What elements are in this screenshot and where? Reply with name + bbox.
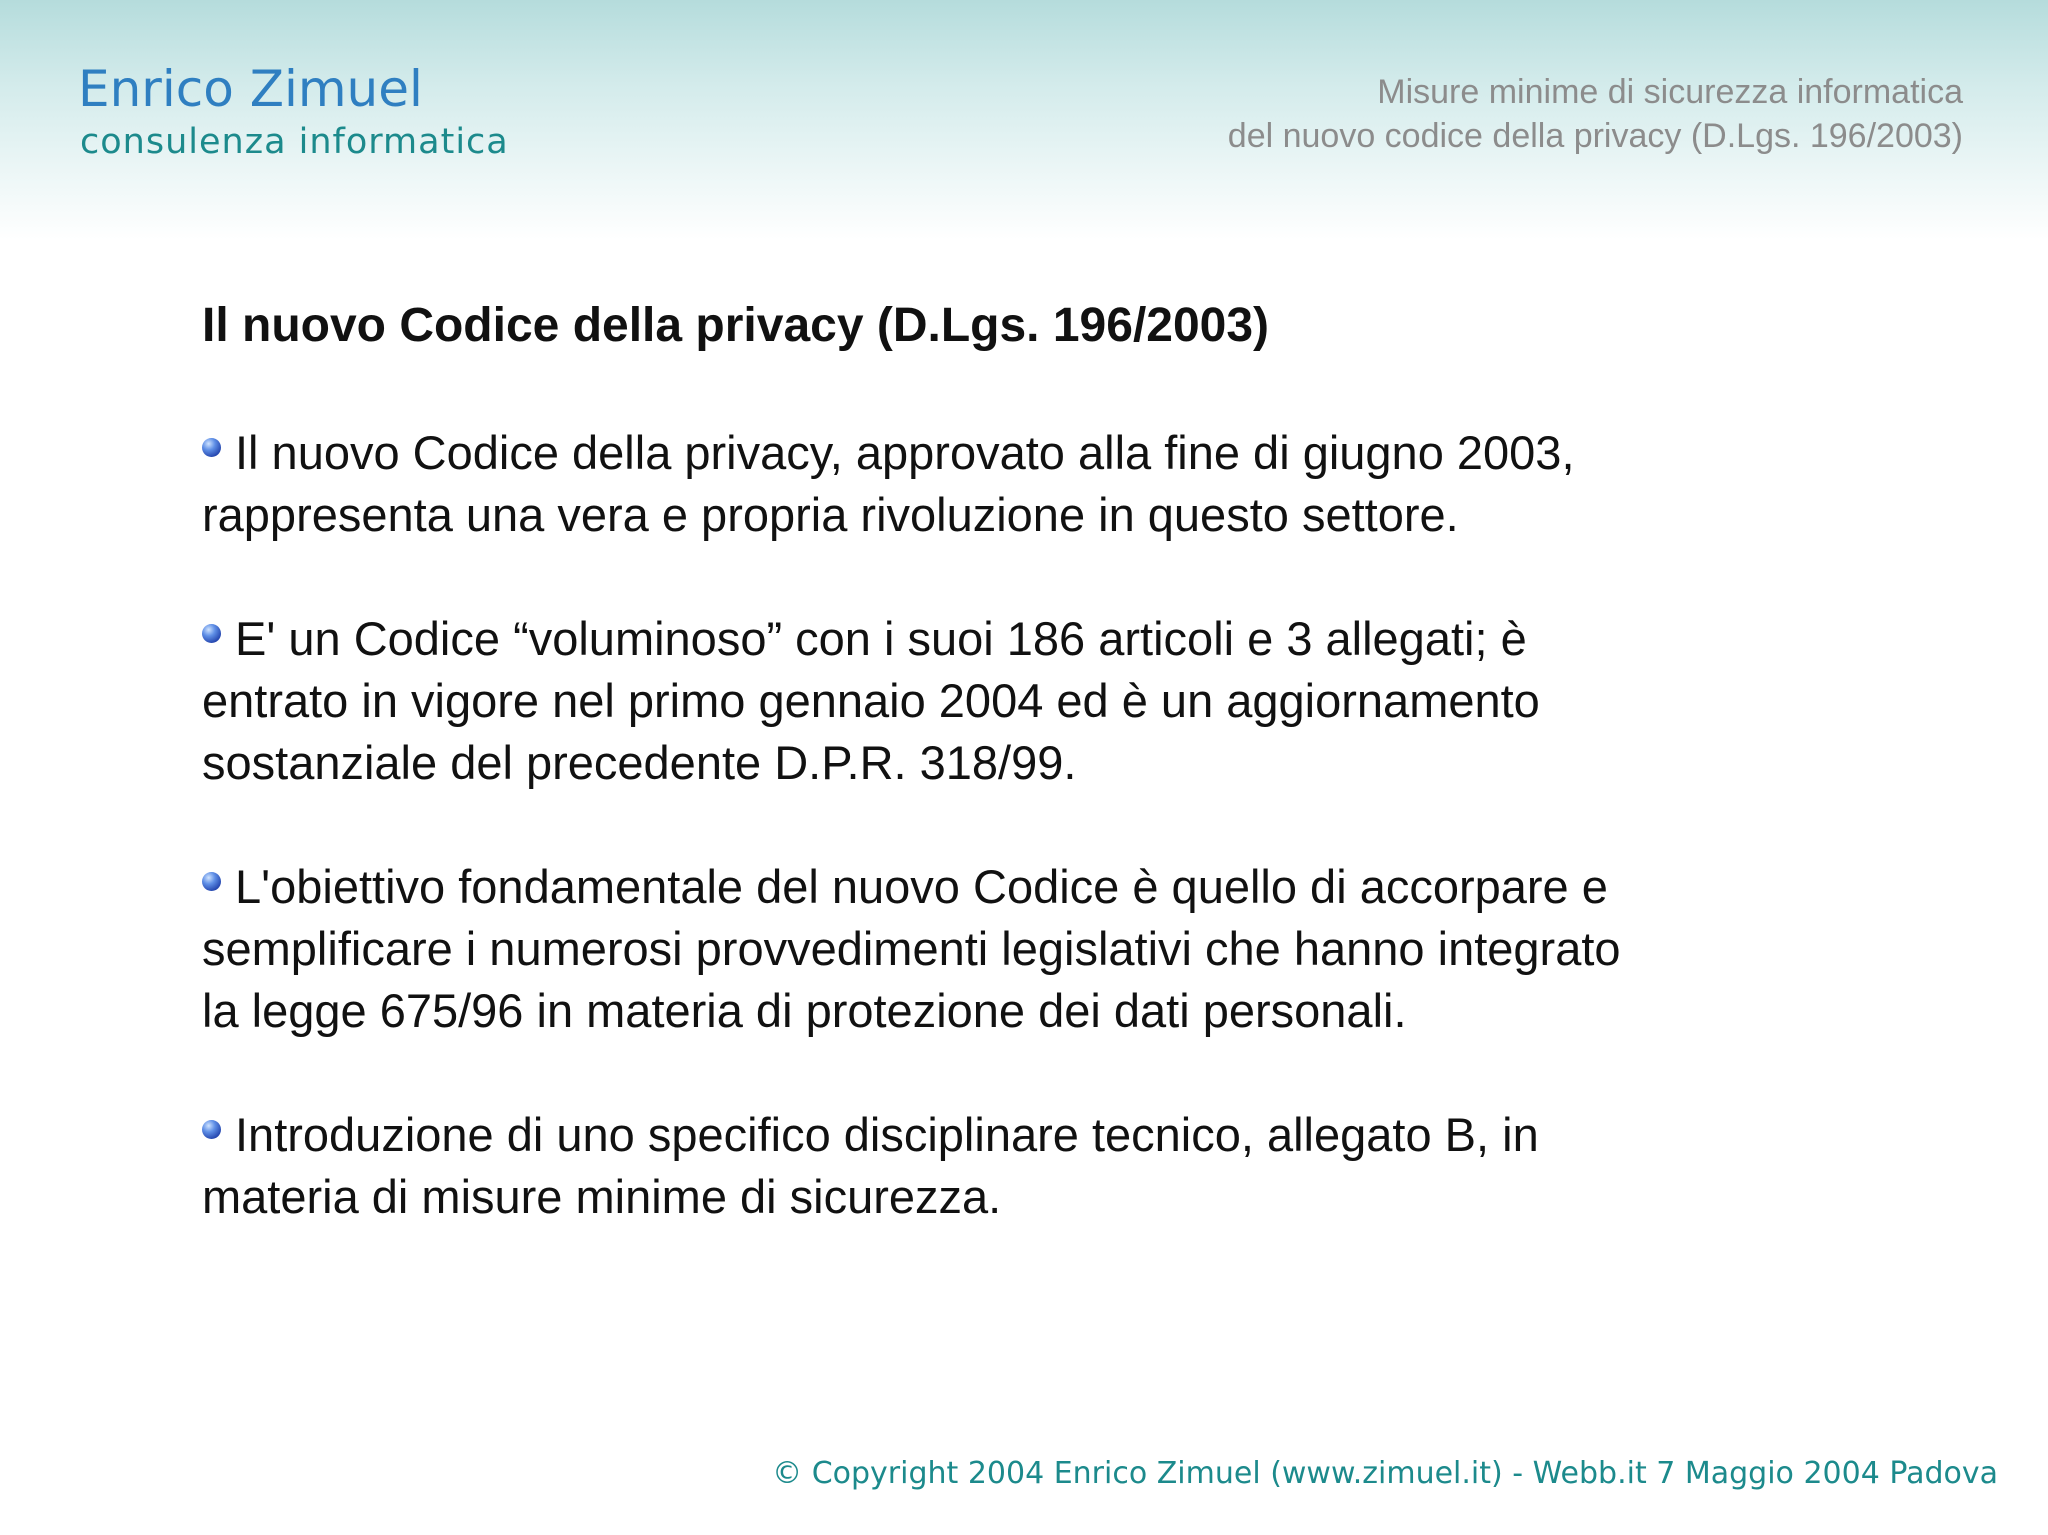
bullet-line: rappresenta una vera e propria rivoluzione in questo settore. — [202, 488, 1459, 541]
bullet-list — [202, 422, 1902, 1290]
bullet-line: semplificare i numerosi provvedimenti legislativi che hanno integrato — [202, 922, 1621, 975]
slide-title: Il nuovo Codice della privacy (D.Lgs. 196/2003) — [202, 299, 1270, 352]
bullet-item — [202, 422, 1902, 546]
bullet-text: L'obiettivo fondamentale del nuovo Codice è quello di accorpare e — [235, 860, 1608, 913]
presentation-title — [1228, 70, 1963, 158]
bullet-line: entrato in vigore nel primo gennaio 2004 ed è un aggiornamento — [202, 674, 1540, 727]
bullet-dot-icon — [202, 624, 221, 643]
bullet-item — [202, 1104, 1902, 1228]
bullet-item — [202, 856, 1902, 1042]
bullet-line — [202, 856, 1902, 918]
bullet-dot-icon — [202, 1120, 221, 1139]
footer-copyright: © Copyright 2004 Enrico Zimuel (www.zimuel.it) - Webb.it 7 Maggio 2004 Padova — [772, 1456, 1998, 1491]
bullet-dot-icon — [202, 438, 221, 457]
header-banner — [0, 0, 2048, 240]
bullet-line — [202, 608, 1902, 670]
brand-tagline: consulenza informatica — [80, 122, 509, 162]
bullet-dot-icon — [202, 872, 221, 891]
brand-name: Enrico Zimuel — [78, 60, 423, 118]
bullet-line — [202, 422, 1902, 484]
bullet-line: materia di misure minime di sicurezza. — [202, 1170, 1002, 1223]
bullet-text: Il nuovo Codice della privacy, approvato alla fine di giugno 2003, — [235, 426, 1575, 479]
bullet-text: E' un Codice “voluminoso” con i suoi 186 articoli e 3 allegati; è — [235, 612, 1527, 665]
bullet-line: sostanziale del precedente D.P.R. 318/99. — [202, 736, 1077, 789]
bullet-item — [202, 608, 1902, 794]
presentation-title-line: del nuovo codice della privacy (D.Lgs. 196/2003) — [1227, 117, 1963, 155]
bullet-text: Introduzione di uno specifico disciplinare tecnico, allegato B, in — [235, 1108, 1539, 1161]
bullet-line — [202, 1104, 1902, 1166]
presentation-title-line: Misure minime di sicurezza informatica — [1377, 73, 1963, 111]
bullet-line: la legge 675/96 in materia di protezione dei dati personali. — [202, 984, 1407, 1037]
